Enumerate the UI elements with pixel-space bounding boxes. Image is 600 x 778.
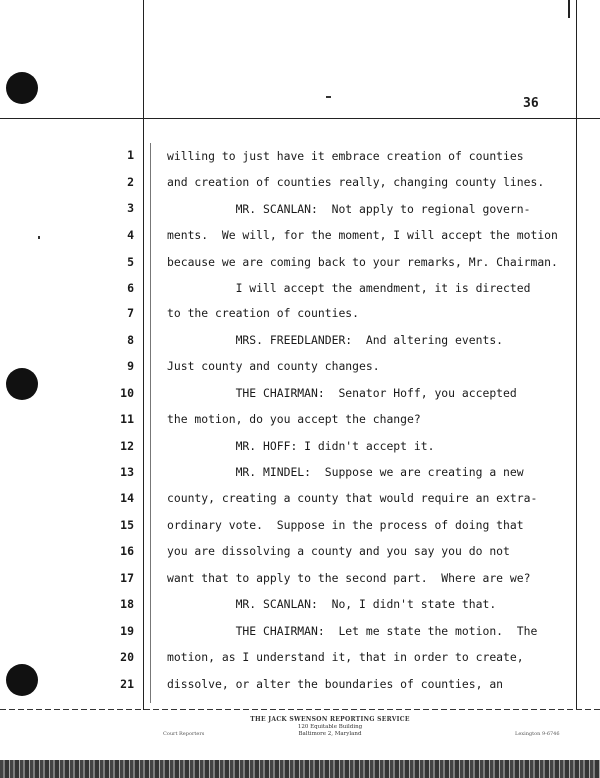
line-number: 3 — [127, 201, 134, 215]
footer-right-note: Lexington 9-6746 — [515, 731, 560, 737]
line-number: 16 — [120, 544, 134, 558]
scan-speck — [326, 96, 331, 98]
line-number: 4 — [127, 228, 134, 242]
line-number: 21 — [120, 677, 134, 691]
line-number: 8 — [127, 333, 134, 347]
line-number: 11 — [120, 412, 134, 426]
transcript-line: I will accept the amendment, it is directed — [167, 281, 531, 295]
transcript-line: dissolve, or alter the boundaries of counties, an — [167, 677, 504, 691]
footer-left-note: Court Reporters — [163, 731, 205, 737]
transcript-line: want that to apply to the second part. Where are we? — [167, 571, 531, 585]
transcript-line: you are dissolving a county and you say you do not — [167, 544, 510, 558]
transcript-line: ments. We will, for the moment, I will accept the motion — [167, 228, 558, 242]
line-number: 1 — [127, 148, 134, 162]
line-number: 6 — [127, 281, 134, 295]
footer-address-line-2: Baltimore 2, Maryland — [298, 731, 362, 737]
footer-address-line-1: 120 Equitable Building — [297, 724, 363, 730]
left-margin-rule — [143, 0, 144, 710]
transcript-line: willing to just have it embrace creation of counties — [167, 149, 524, 163]
transcript-line: MR. MINDEL: Suppose we are creating a new — [167, 465, 524, 479]
line-number: 20 — [120, 650, 134, 664]
page-number: 36 — [523, 96, 539, 111]
transcript-line: because we are coming back to your remarks, Mr. Chairman. — [167, 255, 558, 269]
transcript-line: county, creating a county that would require an extra- — [167, 491, 538, 505]
footer-company: THE JACK SWENSON REPORTING SERVICE — [250, 716, 410, 723]
footer-divider — [0, 709, 600, 710]
line-number: 19 — [120, 624, 134, 638]
line-number: 17 — [120, 571, 134, 585]
transcript-line: the motion, do you accept the change? — [167, 412, 421, 426]
line-number: 12 — [120, 439, 134, 453]
transcript-line: Just county and county changes. — [167, 359, 380, 373]
header-rule — [0, 118, 600, 119]
transcript-line: to the creation of counties. — [167, 306, 360, 320]
line-number: 7 — [127, 306, 134, 320]
line-number: 5 — [127, 255, 134, 269]
line-number: 13 — [120, 465, 134, 479]
transcript-line: MR. SCANLAN: Not apply to regional govern- — [167, 202, 531, 216]
text-margin-rule — [150, 143, 151, 703]
transcript-line: MR. SCANLAN: No, I didn't state that. — [167, 597, 497, 611]
scan-speck — [38, 236, 40, 239]
binder-hole-top — [6, 72, 38, 104]
transcript-line: THE CHAIRMAN: Senator Hoff, you accepted — [167, 386, 517, 400]
line-number: 2 — [127, 175, 134, 189]
transcript-line: and creation of counties really, changing county lines. — [167, 175, 545, 189]
transcript-line: ordinary vote. Suppose in the process of doing that — [167, 518, 524, 532]
corner-mark — [568, 0, 570, 18]
transcript-line: THE CHAIRMAN: Let me state the motion. The — [167, 624, 538, 638]
transcript-line: MRS. FREEDLANDER: And altering events. — [167, 333, 504, 347]
binder-hole-middle — [6, 368, 38, 400]
line-number: 9 — [127, 359, 134, 373]
binder-hole-bottom — [6, 664, 38, 696]
transcript-line: motion, as I understand it, that in order to create, — [167, 650, 524, 664]
line-number: 15 — [120, 518, 134, 532]
line-number: 14 — [120, 491, 134, 505]
line-number: 18 — [120, 597, 134, 611]
line-number: 10 — [120, 386, 134, 400]
scan-edge-artifact — [0, 760, 600, 778]
transcript-line: MR. HOFF: I didn't accept it. — [167, 439, 435, 453]
